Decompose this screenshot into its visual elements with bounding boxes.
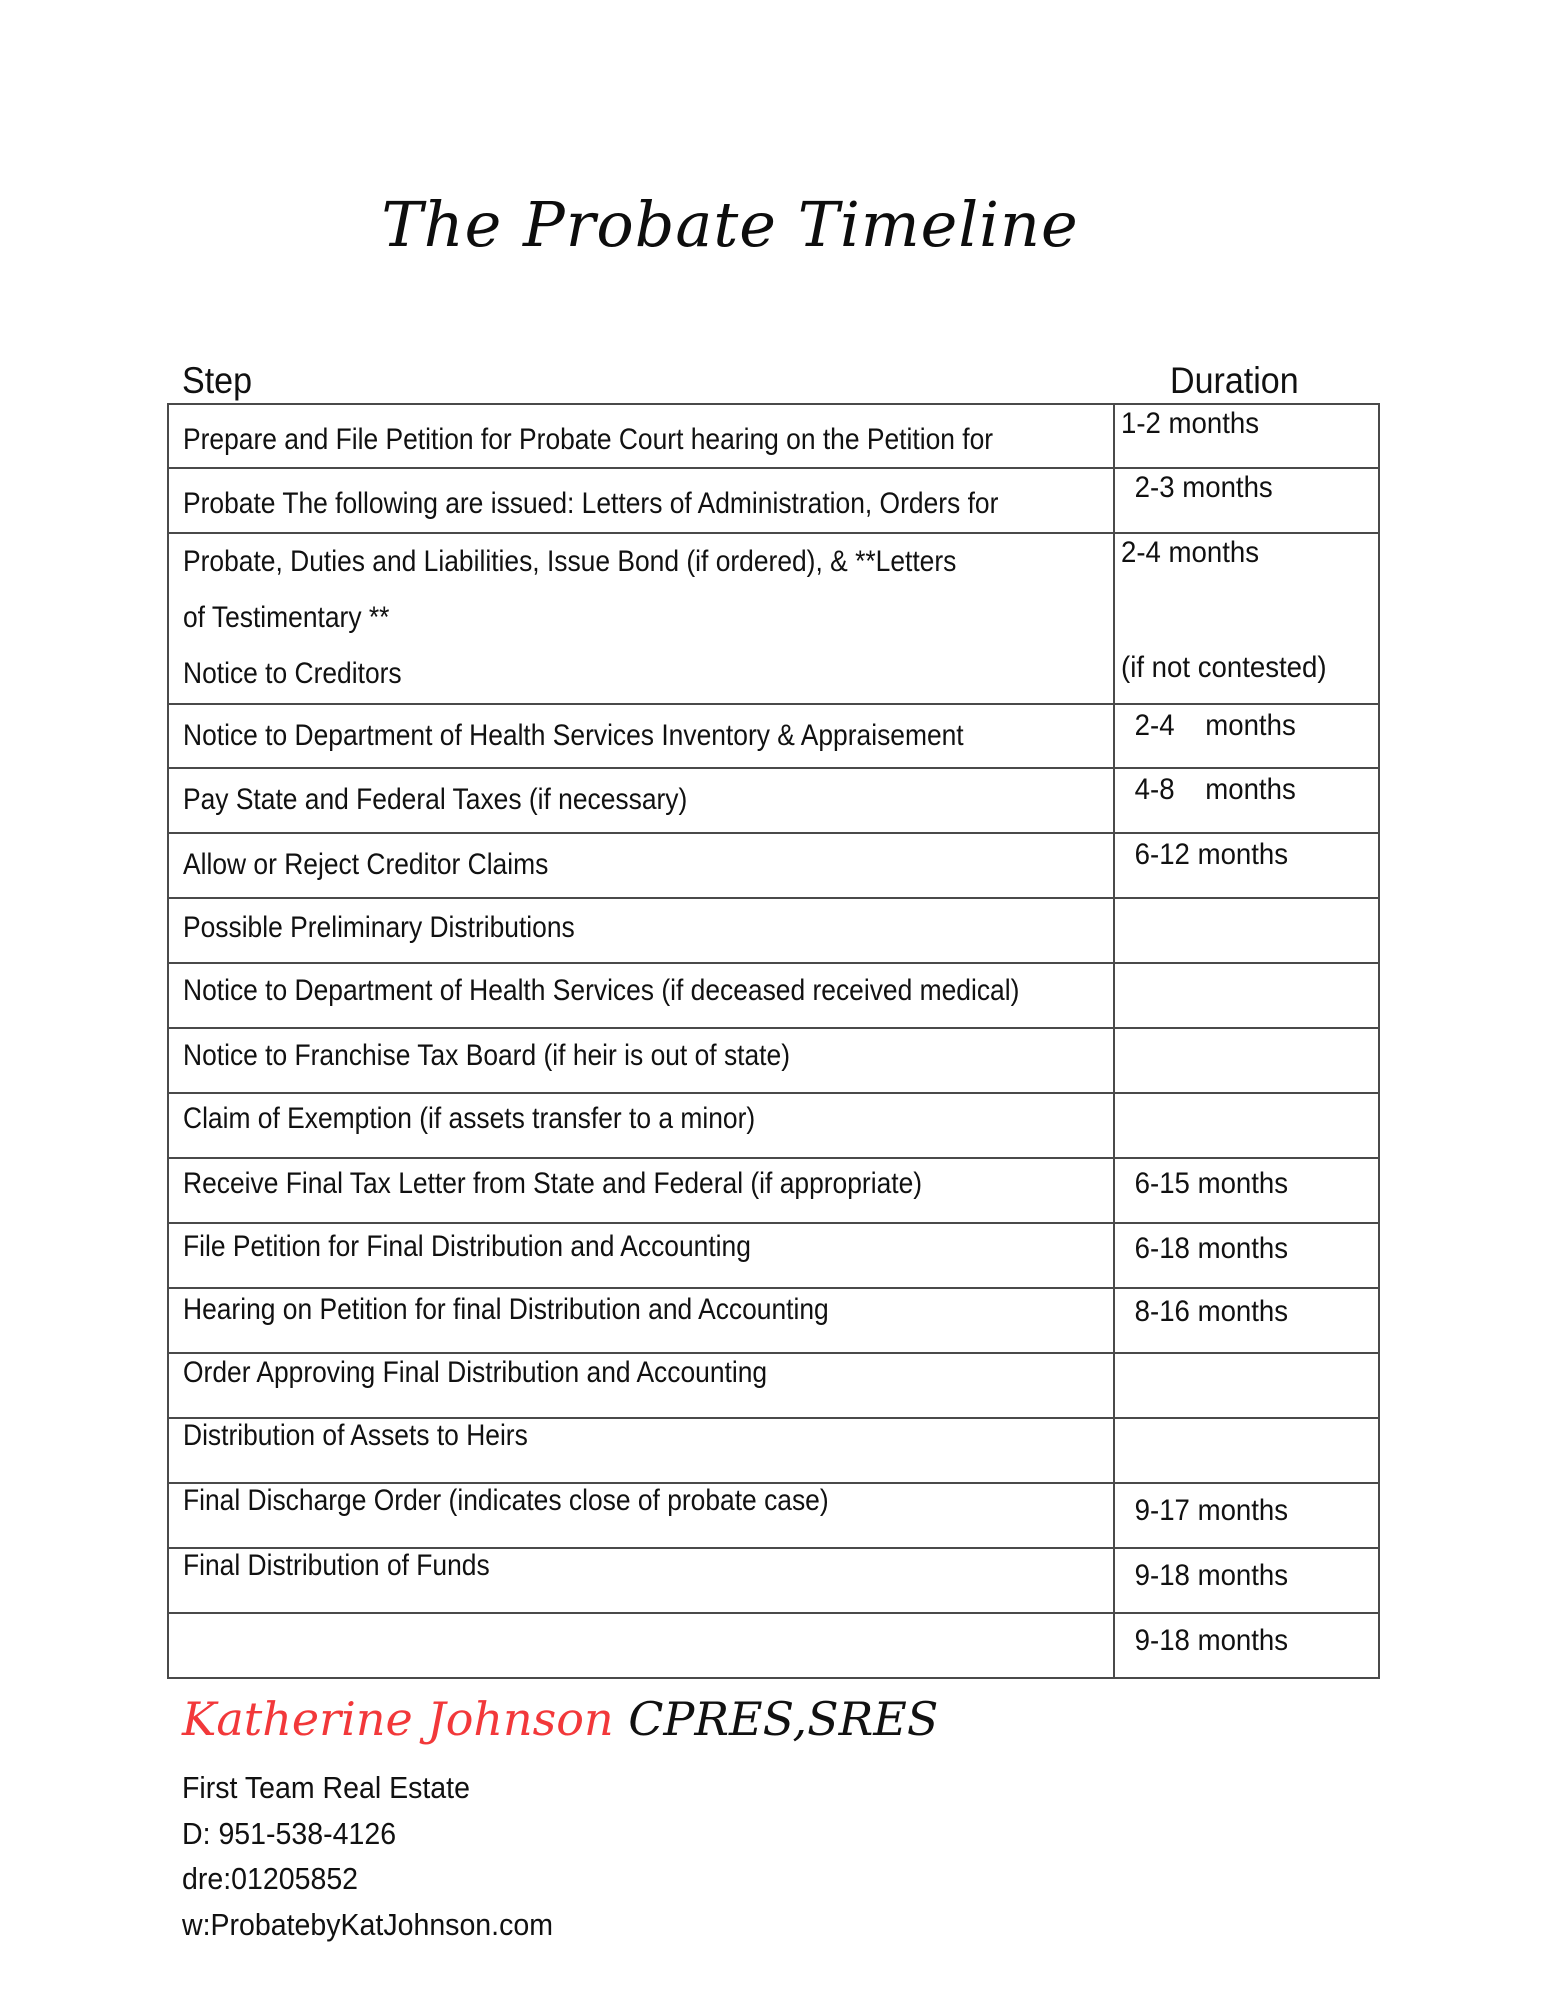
- table-row: [168, 1158, 1379, 1223]
- duration-cell: [1114, 1483, 1379, 1548]
- step-text: Distribution of Assets to Heirs: [183, 1419, 528, 1452]
- step-cell: [168, 704, 1114, 768]
- duration-text: 9-17 months: [1127, 1494, 1289, 1527]
- step-cell: [168, 768, 1114, 833]
- duration-cell: [1114, 833, 1379, 898]
- duration-cell: [1114, 963, 1379, 1028]
- table-row: [168, 898, 1379, 963]
- step-text: File Petition for Final Distribution and Accounting: [183, 1230, 751, 1263]
- step-text: Probate The following are issued: Letters of Administration, Orders for: [183, 487, 999, 520]
- step-text-multiline: [183, 534, 956, 702]
- table-row: [168, 768, 1379, 833]
- table-row: [168, 404, 1379, 468]
- table-row: [168, 1548, 1379, 1613]
- table-row: [168, 704, 1379, 768]
- duration-cell: [1114, 1548, 1379, 1613]
- step-cell: [168, 833, 1114, 898]
- table-row: [168, 1483, 1379, 1548]
- step-cell: [168, 404, 1114, 468]
- duration-text: 8-16 months: [1127, 1295, 1289, 1328]
- table-row: [168, 1093, 1379, 1158]
- duration-cell: [1114, 768, 1379, 833]
- step-line: of Testimentary **: [183, 601, 390, 634]
- license-number: dre:01205852: [182, 1861, 359, 1896]
- step-cell: [168, 1028, 1114, 1093]
- duration-text: 6-12 months: [1127, 838, 1289, 871]
- step-text: Receive Final Tax Letter from State and Federal (if appropriate): [183, 1167, 923, 1200]
- column-header-duration: Duration: [1170, 360, 1299, 401]
- duration-cell: [1114, 1418, 1379, 1483]
- duration-text: 2-3 months: [1127, 471, 1273, 504]
- step-cell: [168, 898, 1114, 963]
- duration-cell: [1114, 1093, 1379, 1158]
- step-cell: [168, 1093, 1114, 1158]
- step-text: Notice to Department of Health Services Inventory & Appraisement: [183, 719, 964, 752]
- step-cell: [168, 963, 1114, 1028]
- duration-text: 9-18 months: [1127, 1559, 1289, 1592]
- duration-cell: [1114, 1353, 1379, 1418]
- duration-cell: [1114, 898, 1379, 963]
- step-text: Possible Preliminary Distributions: [183, 911, 575, 944]
- step-text: Final Distribution of Funds: [183, 1549, 490, 1582]
- agent-name: Katherine Johnson: [182, 1692, 614, 1746]
- duration-text: 1-2 months: [1121, 407, 1260, 440]
- step-line: Notice to Creditors: [183, 657, 402, 690]
- duration-cell: [1114, 1223, 1379, 1288]
- step-text: Order Approving Final Distribution and Accounting: [183, 1356, 768, 1389]
- duration-text: 6-15 months: [1127, 1167, 1289, 1200]
- step-line: Probate, Duties and Liabilities, Issue Bond (if ordered), & **Letters: [183, 545, 957, 578]
- agent-credentials: CPRES,SRES: [613, 1692, 939, 1746]
- step-cell: [168, 1288, 1114, 1353]
- step-cell: [168, 1223, 1114, 1288]
- probate-timeline-table: [167, 403, 1380, 1679]
- step-cell: [168, 533, 1114, 704]
- table-row: [168, 833, 1379, 898]
- column-header-step: Step: [182, 360, 253, 401]
- duration-text: 2-4 months: [1121, 536, 1260, 569]
- duration-cell: [1114, 1288, 1379, 1353]
- step-text: Pay State and Federal Taxes (if necessary): [183, 783, 688, 816]
- table-row: [168, 963, 1379, 1028]
- duration-cell: [1114, 704, 1379, 768]
- duration-note: (if not contested): [1121, 651, 1327, 684]
- step-cell: [168, 1548, 1114, 1613]
- company-name: First Team Real Estate: [182, 1770, 470, 1805]
- step-cell: [168, 468, 1114, 533]
- table-row: [168, 468, 1379, 533]
- page-title: The Probate Timeline: [381, 188, 1079, 261]
- duration-cell: [1114, 1158, 1379, 1223]
- table-row: [168, 1288, 1379, 1353]
- duration-text: 2-4 months: [1127, 709, 1296, 742]
- duration-cell: [1114, 404, 1379, 468]
- table-row: [168, 533, 1379, 704]
- duration-cell: [1114, 1028, 1379, 1093]
- step-text: Final Discharge Order (indicates close of probate case): [183, 1484, 829, 1517]
- step-cell: [168, 1483, 1114, 1548]
- step-text: Hearing on Petition for final Distribution and Accounting: [183, 1293, 829, 1326]
- step-text: Prepare and File Petition for Probate Court hearing on the Petition for: [183, 423, 994, 456]
- table-row: [168, 1028, 1379, 1093]
- step-cell: [168, 1353, 1114, 1418]
- duration-text: 6-18 months: [1127, 1232, 1289, 1265]
- table-row: [168, 1223, 1379, 1288]
- step-cell: [168, 1418, 1114, 1483]
- step-text: Notice to Franchise Tax Board (if heir is out of state): [183, 1039, 790, 1072]
- phone-number: D: 951-538-4126: [182, 1815, 397, 1851]
- table-row: [168, 1353, 1379, 1418]
- website-link[interactable]: w:ProbatebyKatJohnson.com: [182, 1906, 553, 1942]
- step-text: Notice to Department of Health Services (if deceased received medical): [183, 974, 1020, 1007]
- duration-cell: [1114, 1613, 1379, 1678]
- step-cell: [168, 1158, 1114, 1223]
- step-cell: [168, 1613, 1114, 1678]
- duration-text: 9-18 months: [1127, 1624, 1289, 1657]
- duration-text: 4-8 months: [1127, 773, 1296, 806]
- duration-cell: [1114, 468, 1379, 533]
- table-row: [168, 1613, 1379, 1678]
- contact-block: [182, 1765, 553, 1947]
- table-row: [168, 1418, 1379, 1483]
- agent-signature: [182, 1692, 938, 1746]
- duration-cell: [1114, 533, 1379, 704]
- step-text: Claim of Exemption (if assets transfer to a minor): [183, 1102, 756, 1135]
- step-text: Allow or Reject Creditor Claims: [183, 848, 549, 881]
